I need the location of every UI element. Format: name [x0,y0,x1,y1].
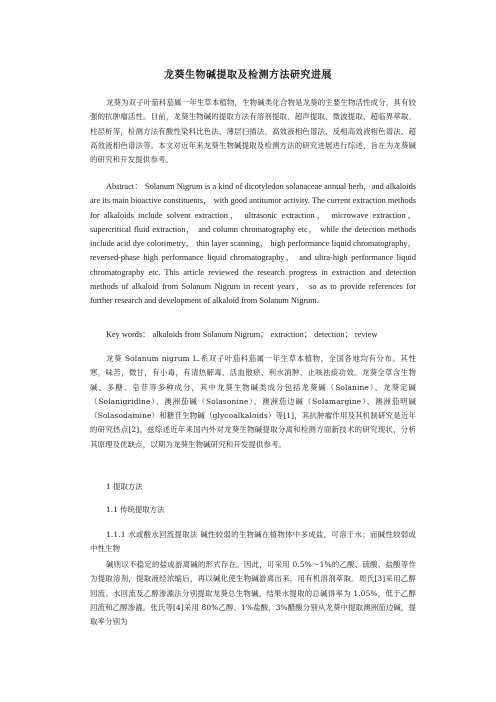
body-paragraph: 碱则以不稳定的盐或游离碱的形式存在。因此，可采用 0.5%～1%的乙酸、硫酸、盐酸等作为提取溶剂，提取液经浓缩后，再以碱化使生物碱游离出来，用有机溶剂萃取。周氏[3]采用乙醇回流、水回流及乙醇渗漉法分别提取龙葵总生物碱，结果水提取的总碱得率为 1.05%，低于乙醇回流和乙醇渗漉。张氏等[4]采用 80%乙醇、1%盐酸、3%醋酸分别从龙葵中提取澳洲茄边碱，提取率分别为 [90,560,416,627]
abstract-label: Abstract： [106,182,143,191]
keywords [90,328,416,342]
introduction-paragraph: 龙葵 Solanum nigrum L.系双子叶茄科茄属一年生草本植物，全国各地均有分布。其性寒，味苦，微甘，有小毒，有清热解毒、活血散瘀、利水消肿、止咳祛痰功效。龙葵全草含生物碱、多糖、皂苷等多种成分，其中龙葵生物碱类成分包括龙葵碱（Solanine）、龙葵定碱（Solanigridine）、澳洲茄碱（Solasonine）、澳洲茄边碱（Solamargine）、澳洲茄明碱（Solasodamine）和糖苷生物碱（glycoalkaloids）等[1]，其抗肿瘤作用及其机制研究是近年的研究热点[2]。兹综述近年来国内外对龙葵生物碱提取分离和检测方面新技术的研究现状，分析其原理及优缺点，以期为龙葵生物碱研究和开发提供参考。 [90,354,416,449]
keywords-text: alkaloids from Solanum Nigrum； extraction； detection； review [152,330,378,339]
section-1-1-1-paragraph: 1.1.1 水或酸水回流提取法 碱性较弱的生物碱在植物体中多成盐，可溶于水；而碱性较弱或中性生物 [90,530,416,554]
section-heading-1: 1 提取方法 [106,482,143,491]
section-heading-1-1: 1.1 传统提取方法 [106,505,165,514]
abstract-text: Solanum Nigrum is a kind of dicotyledon solanaceae annual herb，and alkaloids are its main bioactive constituents， with good antitumor activity. The current extraction methods for alkaloids include solvent extraction， ultrasonic extraction， microwave extraction， supercritical fluid extraction， and column chromatography etc， while the detection methods include acid dye colorimetry， thin layer scanning， high performance liquid chromatography， reversed-phase high performance liquid chromatography， and ultra-high performance liquid chromatography etc. This article reviewed the research progress in extraction and detection methods of alkaloid from Solanum Nigrum in recent years， so as to provide references for further research and development of alkaloid from Solanum Nigrum. [90,182,416,306]
english-abstract [90,180,416,309]
chinese-abstract: 龙葵为双子叶茄科茄属一年生草本植物，生物碱类化合物是龙葵的主要生物活性成分，具有较强的抗肿瘤活性。目前，龙葵生物碱的提取方法有溶剂提取、超声提取、微波提取、超临界萃取、柱层析等，检测方法有酸性染料比色法、薄层扫描法、高效液相色谱法、反相高效液相色谱法、超高效液相色谱法等。本文对近年来龙葵生物碱提取及检测方法的研究进展进行综述，旨在为龙葵碱的研究和开发提供参考。 [90,98,416,165]
keywords-label: Key words： [106,330,151,339]
paper-title: 龙葵生物碱提取及检测方法研究进展 [164,70,332,81]
